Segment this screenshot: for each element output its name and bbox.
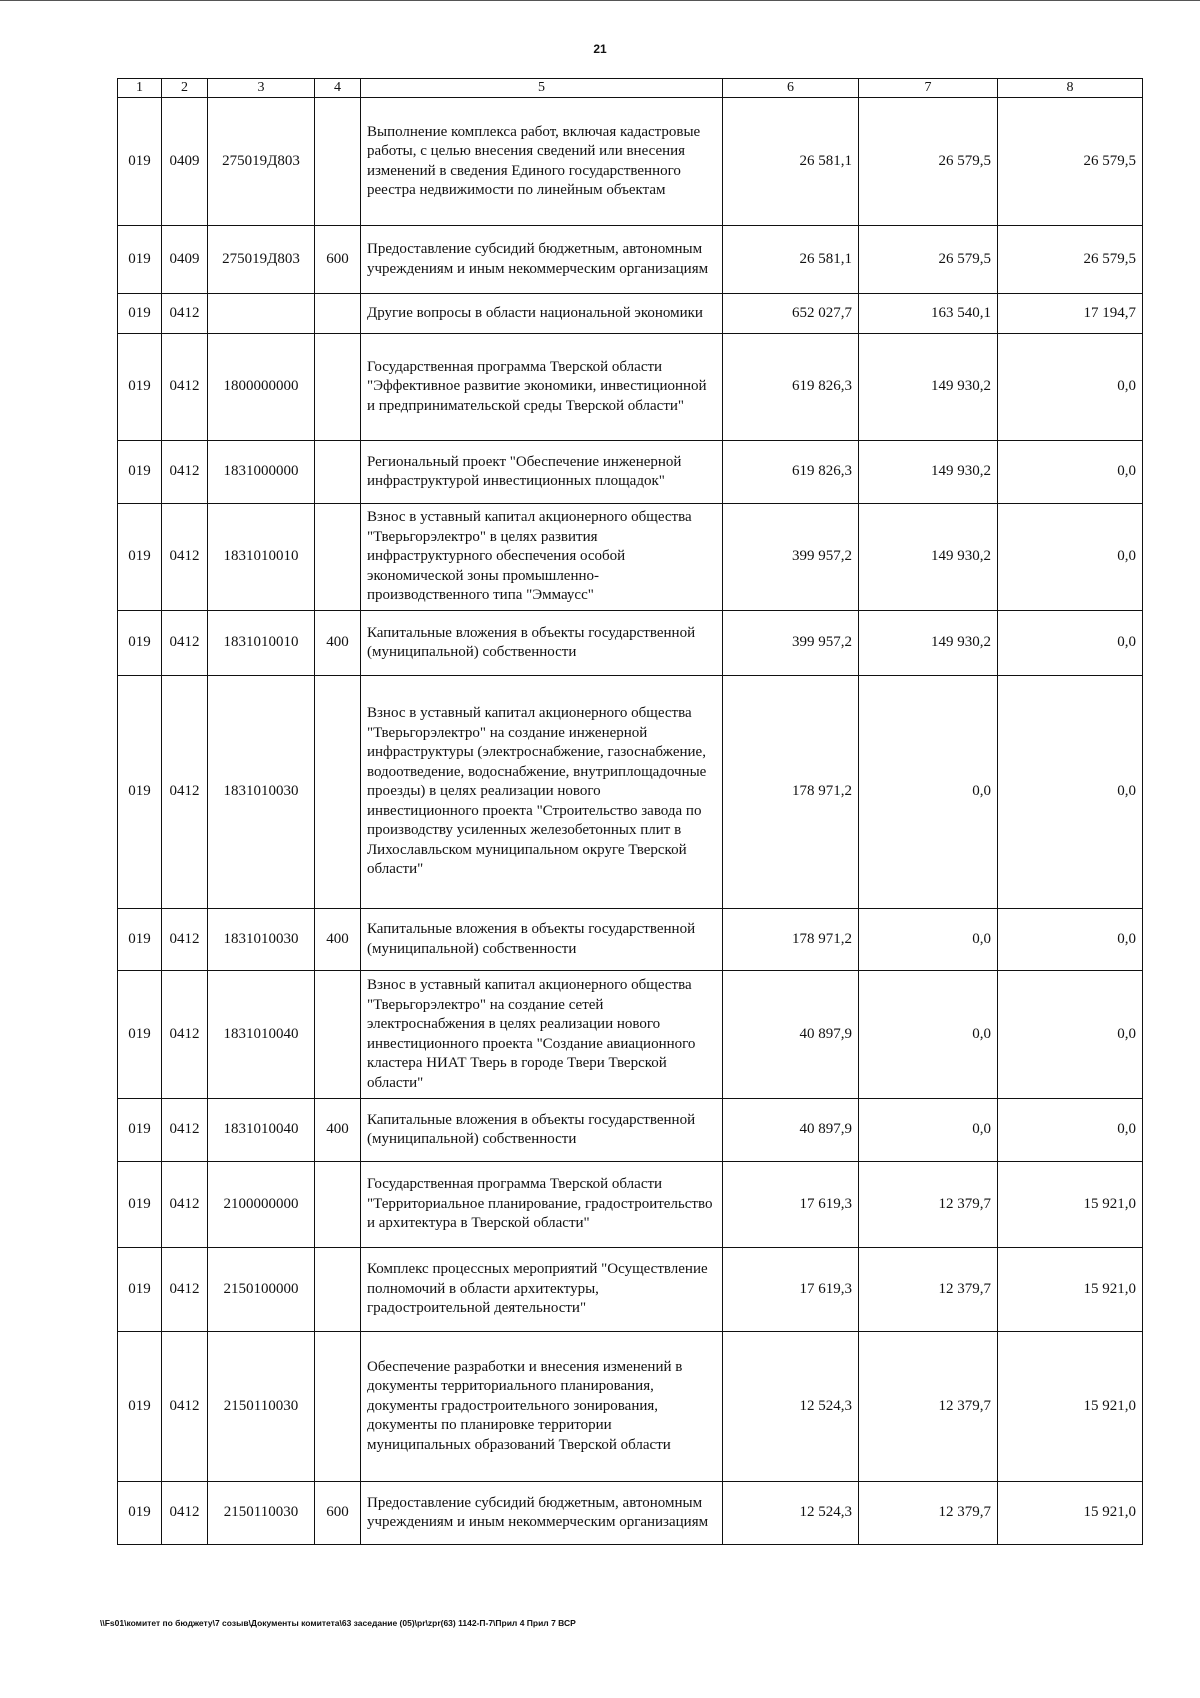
table-row — [118, 1099, 1143, 1162]
target-article-code: 1800000000 — [208, 334, 315, 441]
amount-col8: 0,0 — [998, 676, 1143, 909]
amount-col7: 12 379,7 — [859, 1248, 998, 1332]
section-code: 0412 — [162, 611, 208, 676]
section-code: 0412 — [162, 1332, 208, 1482]
expense-type-code — [315, 504, 361, 611]
table-row — [118, 909, 1143, 971]
expense-type-code: 400 — [315, 1099, 361, 1162]
amount-col8: 0,0 — [998, 504, 1143, 611]
expense-type-code — [315, 1162, 361, 1248]
amount-col8: 0,0 — [998, 611, 1143, 676]
amount-col6: 17 619,3 — [723, 1162, 859, 1248]
table-row — [118, 98, 1143, 226]
amount-col6: 399 957,2 — [723, 611, 859, 676]
ministry-code: 019 — [118, 98, 162, 226]
column-header: 4 — [315, 79, 361, 98]
section-code: 0409 — [162, 98, 208, 226]
target-article-code: 1831010030 — [208, 909, 315, 971]
amount-col7: 0,0 — [859, 971, 998, 1099]
amount-col6: 178 971,2 — [723, 676, 859, 909]
amount-col8: 0,0 — [998, 441, 1143, 504]
section-code: 0412 — [162, 441, 208, 504]
ministry-code: 019 — [118, 611, 162, 676]
ministry-code: 019 — [118, 294, 162, 334]
expense-type-code — [315, 676, 361, 909]
target-article-code — [208, 294, 315, 334]
ministry-code: 019 — [118, 1162, 162, 1248]
ministry-code: 019 — [118, 676, 162, 909]
expense-type-code — [315, 98, 361, 226]
item-description: Государственная программа Тверской области "Территориальное планирование, градостроительство и архитектура в Тверской области" — [361, 1162, 723, 1248]
target-article-code: 1831000000 — [208, 441, 315, 504]
budget-table — [117, 78, 1143, 1545]
amount-col8: 0,0 — [998, 971, 1143, 1099]
table-row — [118, 1482, 1143, 1545]
amount-col6: 399 957,2 — [723, 504, 859, 611]
amount-col7: 0,0 — [859, 909, 998, 971]
table-row — [118, 1248, 1143, 1332]
expense-type-code: 400 — [315, 611, 361, 676]
ministry-code: 019 — [118, 1332, 162, 1482]
table-row — [118, 334, 1143, 441]
amount-col8: 15 921,0 — [998, 1332, 1143, 1482]
column-number-row — [118, 79, 1143, 98]
amount-col6: 40 897,9 — [723, 971, 859, 1099]
target-article-code: 1831010010 — [208, 504, 315, 611]
amount-col7: 0,0 — [859, 1099, 998, 1162]
item-description: Выполнение комплекса работ, включая кадастровые работы, с целью внесения сведений или внесения изменений в сведения Единого государственного реестра недвижимости по линейным объектам — [361, 98, 723, 226]
amount-col6: 26 581,1 — [723, 226, 859, 294]
amount-col7: 149 930,2 — [859, 504, 998, 611]
item-description: Взнос в уставный капитал акционерного общества "Тверьгорэлектро" на создание сетей электроснабжения в целях реализации нового инвестиционного проекта "Создание авиационного кластера НИАТ Тверь в городе Твери Тверской области" — [361, 971, 723, 1099]
amount-col6: 178 971,2 — [723, 909, 859, 971]
amount-col7: 149 930,2 — [859, 441, 998, 504]
amount-col7: 149 930,2 — [859, 334, 998, 441]
target-article-code: 1831010040 — [208, 971, 315, 1099]
amount-col7: 12 379,7 — [859, 1482, 998, 1545]
section-code: 0412 — [162, 294, 208, 334]
table-row — [118, 504, 1143, 611]
section-code: 0412 — [162, 1248, 208, 1332]
page-number: 21 — [593, 42, 607, 56]
target-article-code: 1831010010 — [208, 611, 315, 676]
target-article-code: 1831010040 — [208, 1099, 315, 1162]
expense-type-code — [315, 441, 361, 504]
amount-col7: 149 930,2 — [859, 611, 998, 676]
amount-col7: 26 579,5 — [859, 98, 998, 226]
ministry-code: 019 — [118, 441, 162, 504]
ministry-code: 019 — [118, 334, 162, 441]
table-row — [118, 294, 1143, 334]
amount-col8: 0,0 — [998, 334, 1143, 441]
expense-type-code — [315, 334, 361, 441]
table-row — [118, 441, 1143, 504]
item-description: Капитальные вложения в объекты государственной (муниципальной) собственности — [361, 909, 723, 971]
amount-col6: 17 619,3 — [723, 1248, 859, 1332]
ministry-code: 019 — [118, 909, 162, 971]
target-article-code: 275019Д803 — [208, 226, 315, 294]
expense-type-code — [315, 294, 361, 334]
amount-col6: 12 524,3 — [723, 1332, 859, 1482]
amount-col6: 619 826,3 — [723, 334, 859, 441]
amount-col7: 163 540,1 — [859, 294, 998, 334]
section-code: 0412 — [162, 909, 208, 971]
ministry-code: 019 — [118, 504, 162, 611]
section-code: 0412 — [162, 504, 208, 611]
file-path-footer: \\Fs01\комитет по бюджету\7 созыв\Документы комитета\63 заседание (05)\pr\zpr(63) 1142-П-7\Прил 4 Прил 7 ВСР — [100, 1618, 576, 1628]
section-code: 0412 — [162, 971, 208, 1099]
amount-col7: 12 379,7 — [859, 1162, 998, 1248]
amount-col8: 0,0 — [998, 1099, 1143, 1162]
target-article-code: 2150100000 — [208, 1248, 315, 1332]
amount-col6: 12 524,3 — [723, 1482, 859, 1545]
amount-col8: 0,0 — [998, 909, 1143, 971]
column-header: 5 — [361, 79, 723, 98]
amount-col6: 26 581,1 — [723, 98, 859, 226]
item-description: Взнос в уставный капитал акционерного общества "Тверьгорэлектро" в целях развития инфраструктурного обеспечения особой экономической зоны промышленно-производственного типа "Эммаусс" — [361, 504, 723, 611]
column-header: 2 — [162, 79, 208, 98]
item-description: Предоставление субсидий бюджетным, автономным учреждениям и иным некоммерческим организациям — [361, 1482, 723, 1545]
column-header: 6 — [723, 79, 859, 98]
item-description: Обеспечение разработки и внесения изменений в документы территориального планирования, документы градостроительного зонирования, документы по планировке территории муниципальных образований Тверской области — [361, 1332, 723, 1482]
target-article-code: 2150110030 — [208, 1332, 315, 1482]
table-row — [118, 226, 1143, 294]
item-description: Капитальные вложения в объекты государственной (муниципальной) собственности — [361, 611, 723, 676]
section-code: 0412 — [162, 1099, 208, 1162]
expense-type-code: 400 — [315, 909, 361, 971]
amount-col8: 15 921,0 — [998, 1248, 1143, 1332]
amount-col8: 26 579,5 — [998, 226, 1143, 294]
item-description: Взнос в уставный капитал акционерного общества "Тверьгорэлектро" на создание инженерной инфраструктуры (электроснабжение, газоснабжение, водоотведение, водоснабжение, внутриплощадочные проезды) в целях реализации нового инвестиционного проекта "Строительство завода по производству усиленных железобетонных плит в Лихославльском муниципальном округе Тверской области" — [361, 676, 723, 909]
amount-col7: 0,0 — [859, 676, 998, 909]
table-row — [118, 1162, 1143, 1248]
amount-col6: 40 897,9 — [723, 1099, 859, 1162]
expense-type-code — [315, 1248, 361, 1332]
expense-type-code: 600 — [315, 226, 361, 294]
amount-col8: 15 921,0 — [998, 1482, 1143, 1545]
section-code: 0409 — [162, 226, 208, 294]
column-header: 1 — [118, 79, 162, 98]
section-code: 0412 — [162, 676, 208, 909]
amount-col7: 26 579,5 — [859, 226, 998, 294]
column-header: 3 — [208, 79, 315, 98]
item-description: Комплекс процессных мероприятий "Осуществление полномочий в области архитектуры, градостроительной деятельности" — [361, 1248, 723, 1332]
column-header: 7 — [859, 79, 998, 98]
section-code: 0412 — [162, 1482, 208, 1545]
expense-type-code: 600 — [315, 1482, 361, 1545]
item-description: Государственная программа Тверской области "Эффективное развитие экономики, инвестиционной и предпринимательской среды Тверской области" — [361, 334, 723, 441]
table-row — [118, 1332, 1143, 1482]
amount-col8: 17 194,7 — [998, 294, 1143, 334]
ministry-code: 019 — [118, 1099, 162, 1162]
section-code: 0412 — [162, 334, 208, 441]
item-description: Региональный проект "Обеспечение инженерной инфраструктурой инвестиционных площадок" — [361, 441, 723, 504]
amount-col8: 15 921,0 — [998, 1162, 1143, 1248]
column-header: 8 — [998, 79, 1143, 98]
target-article-code: 2150110030 — [208, 1482, 315, 1545]
amount-col8: 26 579,5 — [998, 98, 1143, 226]
scan-edge-line — [0, 0, 1200, 1]
section-code: 0412 — [162, 1162, 208, 1248]
table-row — [118, 676, 1143, 909]
ministry-code: 019 — [118, 1482, 162, 1545]
expense-type-code — [315, 971, 361, 1099]
amount-col6: 652 027,7 — [723, 294, 859, 334]
amount-col7: 12 379,7 — [859, 1332, 998, 1482]
target-article-code: 275019Д803 — [208, 98, 315, 226]
amount-col6: 619 826,3 — [723, 441, 859, 504]
item-description: Другие вопросы в области национальной экономики — [361, 294, 723, 334]
ministry-code: 019 — [118, 971, 162, 1099]
target-article-code: 1831010030 — [208, 676, 315, 909]
item-description: Капитальные вложения в объекты государственной (муниципальной) собственности — [361, 1099, 723, 1162]
target-article-code: 2100000000 — [208, 1162, 315, 1248]
item-description: Предоставление субсидий бюджетным, автономным учреждениям и иным некоммерческим организациям — [361, 226, 723, 294]
table-row — [118, 971, 1143, 1099]
table-row — [118, 611, 1143, 676]
ministry-code: 019 — [118, 1248, 162, 1332]
ministry-code: 019 — [118, 226, 162, 294]
expense-type-code — [315, 1332, 361, 1482]
